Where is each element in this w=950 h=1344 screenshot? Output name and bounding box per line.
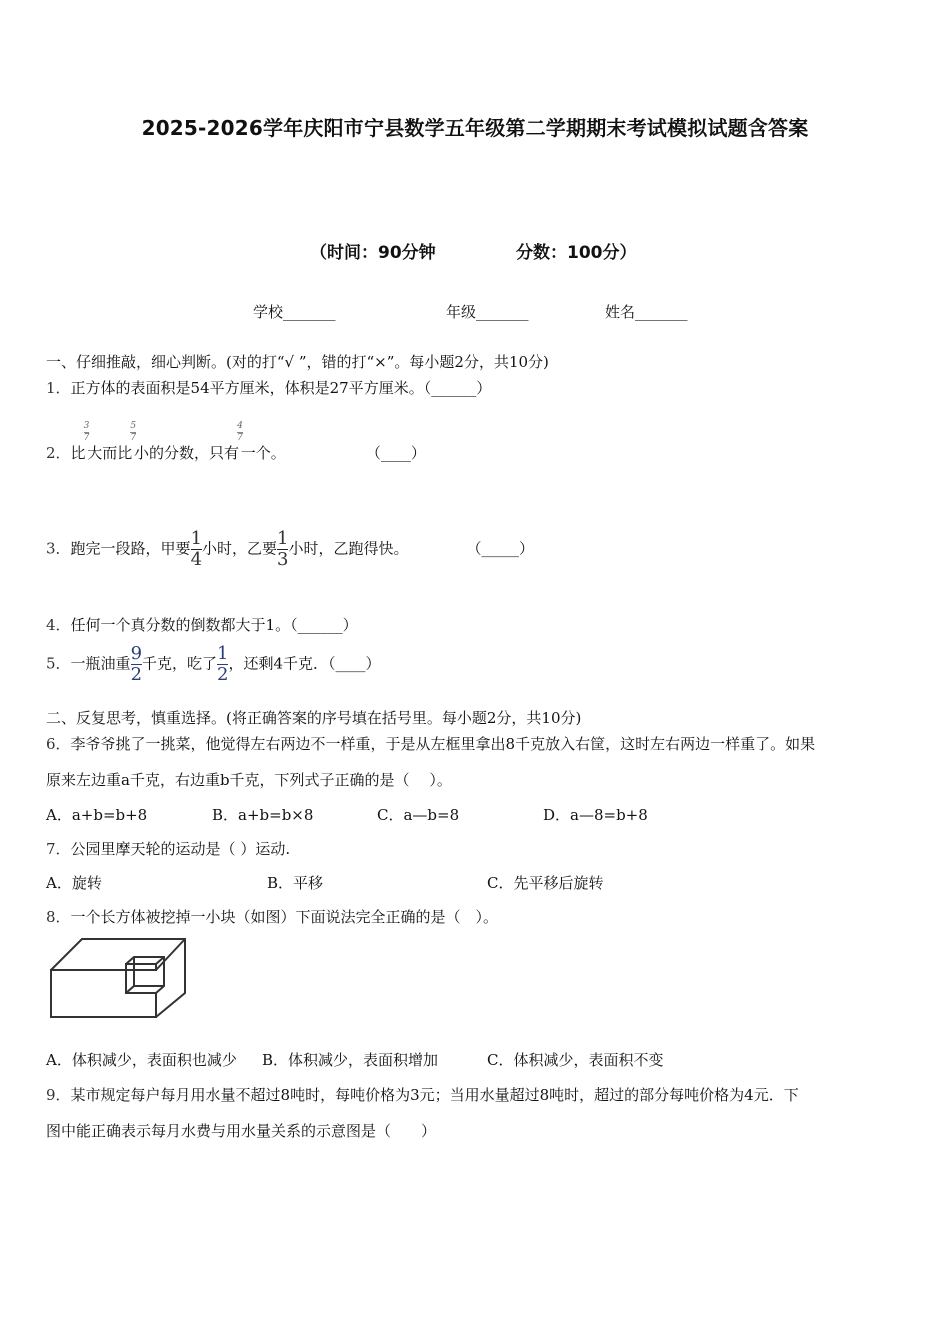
question-text: 小的分数，只有 xyxy=(134,444,240,462)
question-1 xyxy=(46,377,491,398)
question-text: 比 xyxy=(70,444,86,462)
fraction-1-3 xyxy=(277,530,288,569)
section1-heading: 一、仔细推敲，细心判断。(对的打“√ ”，错的打“×”。每小题2分，共10分) xyxy=(46,353,549,371)
numerator: 3 xyxy=(83,420,90,431)
question-6-line1 xyxy=(46,733,815,754)
name-field: 姓名_______ xyxy=(605,303,688,321)
numerator: 1 xyxy=(190,528,203,549)
q7-option-a: A．旋转 xyxy=(46,874,102,892)
exam-time: （时间：90分钟 xyxy=(310,243,436,263)
denominator: 3 xyxy=(277,549,289,570)
denominator: 7 xyxy=(130,432,137,443)
q7-option-c: C．先平移后旋转 xyxy=(487,874,604,892)
page-title: 2025-2026学年庆阳市宁县数学五年级第二学期期末考试模拟试题含答案 xyxy=(141,116,809,140)
denominator: 7 xyxy=(237,432,243,443)
question-text: 公园里摩天轮的运动是（ ）运动. xyxy=(70,840,291,858)
question-7 xyxy=(46,838,290,859)
question-number: 8． xyxy=(46,908,71,926)
question-number: 2． xyxy=(46,444,71,462)
section2-heading: 二、反复思考，慎重选择。(将正确答案的序号填在括号里。每小题2分，共10分) xyxy=(46,709,582,727)
q8-option-a: A．体积减少，表面积也减少 xyxy=(46,1051,237,1069)
denominator: 7 xyxy=(83,432,90,443)
fraction-4-7 xyxy=(237,422,243,443)
q6-option-d: D．a—8=b+8 xyxy=(543,806,648,824)
question-number: 9． xyxy=(46,1086,71,1104)
question-text: 某市规定每户每月用水量不超过8吨时，每吨价格为3元；当用水量超过8吨时，超过的部分每吨价格为4元．下 xyxy=(70,1086,799,1104)
question-number: 7． xyxy=(46,840,71,858)
question-text: 李爷爷挑了一挑菜，他觉得左右两边不一样重，于是从左框里拿出8千克放入右筐，这时左右两边一样重了。如果 xyxy=(70,735,816,753)
answer-blank: （_____） xyxy=(466,539,535,558)
question-number: 5． xyxy=(46,654,71,673)
fraction-1-2 xyxy=(217,645,228,684)
question-text: 任何一个真分数的倒数都大于1。（______） xyxy=(70,616,358,634)
school-field: 学校_______ xyxy=(253,303,336,321)
question-text: 一个。 xyxy=(240,444,286,462)
question-text: 小时，乙要 xyxy=(202,539,278,558)
q8-option-c: C．体积减少，表面积不变 xyxy=(487,1051,664,1069)
denominator: 2 xyxy=(130,664,143,685)
question-5 xyxy=(46,645,381,684)
question-2 xyxy=(46,416,426,466)
numerator: 9 xyxy=(130,643,143,664)
denominator: 2 xyxy=(217,664,229,685)
fraction-1-4 xyxy=(191,530,202,569)
exam-score: 分数：100分） xyxy=(516,243,637,263)
numerator: 1 xyxy=(277,528,289,549)
fraction-5-7 xyxy=(130,422,136,443)
q7-option-b: B．平移 xyxy=(267,874,324,892)
question-text: 一个长方体被挖掉一小块（如图）下面说法完全正确的是（ ）。 xyxy=(70,908,499,926)
q6-option-c: C．a—b=8 xyxy=(377,806,460,824)
question-number: 6． xyxy=(46,735,71,753)
numerator: 1 xyxy=(217,643,229,664)
grade-field: 年级_______ xyxy=(446,303,529,321)
question-9-line1 xyxy=(46,1084,799,1105)
question-number: 4． xyxy=(46,616,71,634)
cuboid-with-notch-figure xyxy=(46,936,191,1022)
question-number: 1． xyxy=(46,379,71,397)
question-text: 小时，乙跑得快。 xyxy=(288,539,409,558)
q6-option-b: B．a+b=b×8 xyxy=(212,806,314,824)
q6-option-a: A．a+b=b+8 xyxy=(46,806,148,824)
fraction-3-7 xyxy=(84,422,90,443)
denominator: 4 xyxy=(190,549,203,570)
question-text: 一瓶油重 xyxy=(70,654,131,673)
question-text: ，还剩4千克．（____） xyxy=(228,654,381,673)
fraction-9-2 xyxy=(131,645,142,684)
answer-blank: （____） xyxy=(365,444,426,462)
numerator: 4 xyxy=(237,420,243,431)
question-3 xyxy=(46,530,534,569)
question-text: 千克，吃了 xyxy=(142,654,218,673)
question-4 xyxy=(46,614,358,635)
question-text: 大而比 xyxy=(87,444,133,462)
question-8 xyxy=(46,906,498,927)
question-number: 3． xyxy=(46,539,71,558)
q8-option-b: B．体积减少，表面积增加 xyxy=(262,1051,439,1069)
question-6-line2: 原来左边重a千克，右边重b千克，下列式子正确的是（ ）。 xyxy=(46,771,452,789)
question-9-line2: 图中能正确表示每月水费与用水量关系的示意图是（ ） xyxy=(46,1122,437,1140)
question-text: 跑完一段路，甲要 xyxy=(70,539,191,558)
numerator: 5 xyxy=(130,420,137,431)
question-text: 正方体的表面积是54平方厘米，体积是27平方厘米。（______） xyxy=(70,379,492,397)
